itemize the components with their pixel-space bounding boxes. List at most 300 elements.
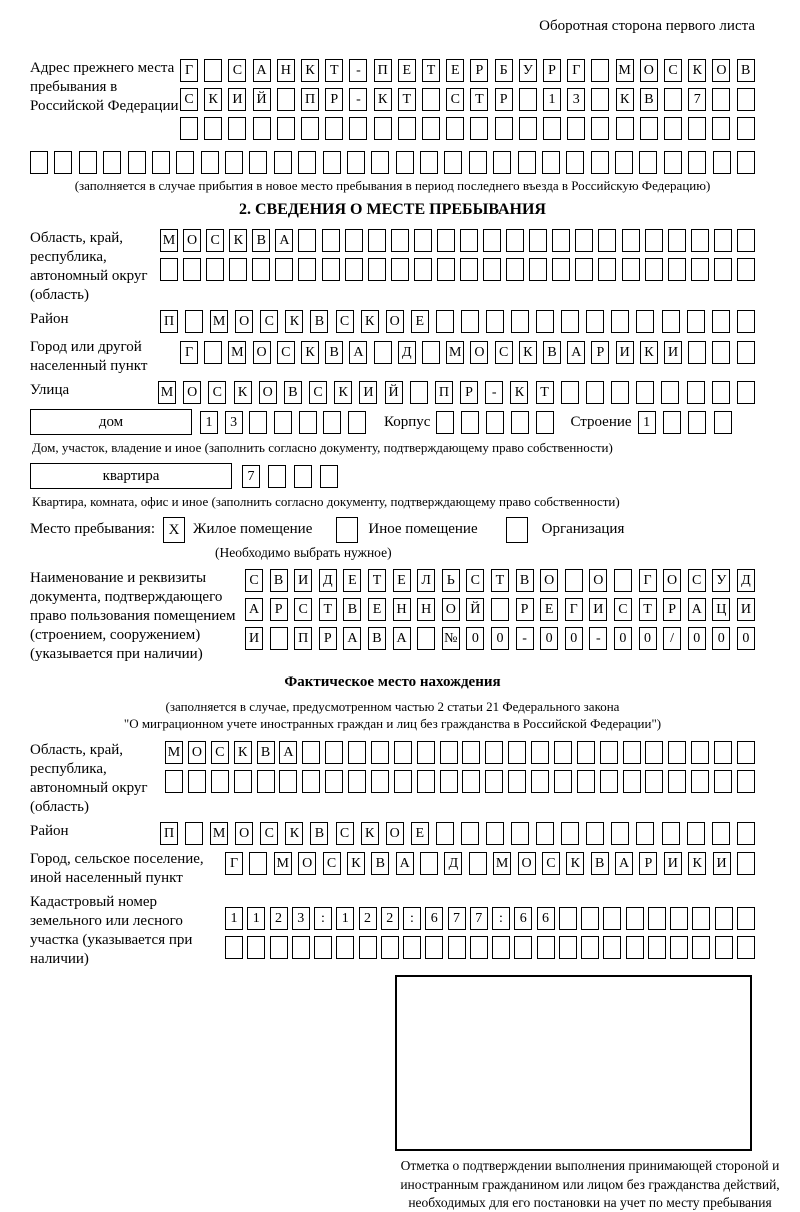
- char-box[interactable]: [737, 117, 755, 140]
- char-box[interactable]: К: [285, 310, 303, 333]
- char-box[interactable]: А: [245, 598, 263, 621]
- char-box[interactable]: [483, 229, 501, 252]
- char-box[interactable]: [410, 381, 428, 404]
- char-box[interactable]: Н: [393, 598, 411, 621]
- char-box[interactable]: 0: [565, 627, 583, 650]
- char-box[interactable]: [714, 229, 732, 252]
- char-box[interactable]: К: [374, 88, 392, 111]
- char-box[interactable]: [371, 770, 389, 793]
- char-box[interactable]: [567, 117, 585, 140]
- char-box[interactable]: [417, 627, 435, 650]
- char-box[interactable]: Р: [470, 59, 488, 82]
- char-box[interactable]: [712, 822, 730, 845]
- char-box[interactable]: И: [737, 598, 755, 621]
- char-box[interactable]: [294, 465, 312, 488]
- char-box[interactable]: [417, 741, 435, 764]
- char-box[interactable]: [204, 59, 222, 82]
- char-box[interactable]: [253, 117, 271, 140]
- char-box[interactable]: [591, 59, 609, 82]
- char-box[interactable]: [626, 907, 644, 930]
- char-box[interactable]: [229, 258, 247, 281]
- char-box[interactable]: [491, 598, 509, 621]
- char-box[interactable]: [662, 822, 680, 845]
- char-box[interactable]: В: [543, 341, 561, 364]
- char-box[interactable]: [529, 258, 547, 281]
- char-box[interactable]: -: [485, 381, 503, 404]
- char-box[interactable]: С: [466, 569, 484, 592]
- char-box[interactable]: 1: [336, 907, 354, 930]
- char-box[interactable]: 0: [639, 627, 657, 650]
- char-box[interactable]: Д: [319, 569, 337, 592]
- char-box[interactable]: [712, 117, 730, 140]
- char-box[interactable]: [436, 310, 454, 333]
- char-box[interactable]: [274, 411, 292, 434]
- char-box[interactable]: С: [688, 569, 706, 592]
- char-box[interactable]: [322, 229, 340, 252]
- char-box[interactable]: [345, 229, 363, 252]
- char-box[interactable]: 7: [448, 907, 466, 930]
- char-box[interactable]: [347, 151, 365, 174]
- char-box[interactable]: [492, 936, 510, 959]
- char-box[interactable]: [737, 88, 755, 111]
- char-box[interactable]: [437, 258, 455, 281]
- char-box[interactable]: [691, 741, 709, 764]
- char-box[interactable]: 3: [225, 411, 243, 434]
- char-box[interactable]: [371, 741, 389, 764]
- char-box[interactable]: [687, 381, 705, 404]
- char-box[interactable]: В: [640, 88, 658, 111]
- char-box[interactable]: С: [208, 381, 226, 404]
- char-box[interactable]: [611, 310, 629, 333]
- char-box[interactable]: Й: [466, 598, 484, 621]
- char-box[interactable]: 1: [638, 411, 656, 434]
- char-box[interactable]: [461, 310, 479, 333]
- char-box[interactable]: Е: [446, 59, 464, 82]
- char-box[interactable]: 1: [543, 88, 561, 111]
- char-box[interactable]: [648, 936, 666, 959]
- char-box[interactable]: Т: [325, 59, 343, 82]
- char-box[interactable]: 0: [688, 627, 706, 650]
- char-box[interactable]: [422, 88, 440, 111]
- char-box[interactable]: О: [386, 310, 404, 333]
- char-box[interactable]: :: [492, 907, 510, 930]
- char-box[interactable]: [493, 151, 511, 174]
- char-box[interactable]: И: [664, 852, 682, 875]
- char-box[interactable]: [670, 907, 688, 930]
- char-box[interactable]: [228, 117, 246, 140]
- char-box[interactable]: [737, 310, 755, 333]
- char-box[interactable]: [325, 117, 343, 140]
- char-box[interactable]: [645, 229, 663, 252]
- char-box[interactable]: И: [294, 569, 312, 592]
- char-box[interactable]: [268, 465, 286, 488]
- char-box[interactable]: [536, 822, 554, 845]
- char-box[interactable]: [204, 341, 222, 364]
- char-box[interactable]: [714, 770, 732, 793]
- char-box[interactable]: [712, 310, 730, 333]
- char-box[interactable]: С: [228, 59, 246, 82]
- char-box[interactable]: [225, 936, 243, 959]
- char-box[interactable]: [575, 258, 593, 281]
- char-box[interactable]: [211, 770, 229, 793]
- char-box[interactable]: -: [516, 627, 534, 650]
- char-box[interactable]: Р: [591, 341, 609, 364]
- char-box[interactable]: [668, 770, 686, 793]
- char-box[interactable]: [381, 936, 399, 959]
- checkbox-organization[interactable]: [506, 517, 528, 543]
- char-box[interactable]: /: [663, 627, 681, 650]
- char-box[interactable]: [622, 229, 640, 252]
- char-box[interactable]: [160, 258, 178, 281]
- char-box[interactable]: Г: [565, 598, 583, 621]
- char-box[interactable]: О: [640, 59, 658, 82]
- char-box[interactable]: 1: [200, 411, 218, 434]
- char-box[interactable]: [422, 117, 440, 140]
- char-box[interactable]: К: [334, 381, 352, 404]
- char-box[interactable]: [54, 151, 72, 174]
- apartment-type-field[interactable]: квартира: [30, 463, 232, 489]
- char-box[interactable]: [737, 258, 755, 281]
- char-box[interactable]: [274, 151, 292, 174]
- char-box[interactable]: [715, 936, 733, 959]
- char-box[interactable]: [183, 258, 201, 281]
- char-box[interactable]: Й: [385, 381, 403, 404]
- char-box[interactable]: [249, 411, 267, 434]
- char-box[interactable]: [687, 822, 705, 845]
- char-box[interactable]: 3: [567, 88, 585, 111]
- char-box[interactable]: [206, 258, 224, 281]
- char-box[interactable]: И: [589, 598, 607, 621]
- char-box[interactable]: Т: [470, 88, 488, 111]
- char-box[interactable]: [270, 627, 288, 650]
- char-box[interactable]: [234, 770, 252, 793]
- char-box[interactable]: А: [396, 852, 414, 875]
- char-box[interactable]: О: [540, 569, 558, 592]
- char-box[interactable]: О: [298, 852, 316, 875]
- char-box[interactable]: Т: [398, 88, 416, 111]
- char-box[interactable]: [712, 381, 730, 404]
- char-box[interactable]: 6: [514, 907, 532, 930]
- char-box[interactable]: А: [688, 598, 706, 621]
- char-box[interactable]: 0: [466, 627, 484, 650]
- char-box[interactable]: [598, 258, 616, 281]
- char-box[interactable]: И: [664, 341, 682, 364]
- char-box[interactable]: [374, 341, 392, 364]
- char-box[interactable]: Г: [225, 852, 243, 875]
- char-box[interactable]: 3: [292, 907, 310, 930]
- char-box[interactable]: [648, 907, 666, 930]
- char-box[interactable]: [299, 411, 317, 434]
- char-box[interactable]: [591, 117, 609, 140]
- checkbox-residential[interactable]: X: [163, 517, 185, 543]
- char-box[interactable]: А: [393, 627, 411, 650]
- char-box[interactable]: П: [160, 822, 178, 845]
- char-box[interactable]: [204, 117, 222, 140]
- char-box[interactable]: [565, 569, 583, 592]
- char-box[interactable]: Г: [180, 341, 198, 364]
- char-box[interactable]: Е: [343, 569, 361, 592]
- char-box[interactable]: [737, 229, 755, 252]
- char-box[interactable]: Ь: [442, 569, 460, 592]
- char-box[interactable]: [542, 151, 560, 174]
- char-box[interactable]: [469, 852, 487, 875]
- char-box[interactable]: [391, 258, 409, 281]
- char-box[interactable]: О: [589, 569, 607, 592]
- char-box[interactable]: [374, 117, 392, 140]
- char-box[interactable]: [603, 907, 621, 930]
- char-box[interactable]: -: [349, 88, 367, 111]
- char-box[interactable]: [615, 151, 633, 174]
- char-box[interactable]: [552, 229, 570, 252]
- char-box[interactable]: [298, 258, 316, 281]
- house-type-field[interactable]: дом: [30, 409, 192, 435]
- char-box[interactable]: [663, 411, 681, 434]
- char-box[interactable]: В: [325, 341, 343, 364]
- char-box[interactable]: [664, 151, 682, 174]
- char-box[interactable]: [714, 411, 732, 434]
- char-box[interactable]: Е: [411, 822, 429, 845]
- char-box[interactable]: [394, 770, 412, 793]
- char-box[interactable]: К: [234, 381, 252, 404]
- char-box[interactable]: [566, 151, 584, 174]
- char-box[interactable]: [486, 822, 504, 845]
- char-box[interactable]: [543, 117, 561, 140]
- char-box[interactable]: [495, 117, 513, 140]
- char-box[interactable]: [692, 936, 710, 959]
- char-box[interactable]: [586, 822, 604, 845]
- char-box[interactable]: [600, 741, 618, 764]
- char-box[interactable]: [508, 741, 526, 764]
- char-box[interactable]: Т: [491, 569, 509, 592]
- char-box[interactable]: [448, 936, 466, 959]
- char-box[interactable]: М: [446, 341, 464, 364]
- char-box[interactable]: А: [567, 341, 585, 364]
- char-box[interactable]: Т: [319, 598, 337, 621]
- char-box[interactable]: [737, 852, 755, 875]
- char-box[interactable]: Г: [639, 569, 657, 592]
- char-box[interactable]: О: [712, 59, 730, 82]
- char-box[interactable]: [176, 151, 194, 174]
- char-box[interactable]: А: [275, 229, 293, 252]
- char-box[interactable]: №: [442, 627, 460, 650]
- char-box[interactable]: [737, 341, 755, 364]
- char-box[interactable]: [737, 741, 755, 764]
- char-box[interactable]: [559, 936, 577, 959]
- char-box[interactable]: К: [566, 852, 584, 875]
- char-box[interactable]: [185, 822, 203, 845]
- char-box[interactable]: [577, 770, 595, 793]
- char-box[interactable]: Р: [319, 627, 337, 650]
- char-box[interactable]: С: [336, 310, 354, 333]
- char-box[interactable]: [691, 229, 709, 252]
- char-box[interactable]: В: [257, 741, 275, 764]
- char-box[interactable]: [664, 88, 682, 111]
- char-box[interactable]: С: [277, 341, 295, 364]
- char-box[interactable]: К: [361, 310, 379, 333]
- char-box[interactable]: [417, 770, 435, 793]
- char-box[interactable]: О: [442, 598, 460, 621]
- char-box[interactable]: [486, 411, 504, 434]
- char-box[interactable]: [616, 117, 634, 140]
- checkbox-other-premises[interactable]: [336, 517, 358, 543]
- char-box[interactable]: О: [188, 741, 206, 764]
- char-box[interactable]: [518, 151, 536, 174]
- char-box[interactable]: [531, 741, 549, 764]
- char-box[interactable]: [368, 229, 386, 252]
- char-box[interactable]: [436, 822, 454, 845]
- char-box[interactable]: А: [615, 852, 633, 875]
- char-box[interactable]: Р: [460, 381, 478, 404]
- char-box[interactable]: [626, 936, 644, 959]
- char-box[interactable]: В: [368, 627, 386, 650]
- char-box[interactable]: К: [301, 341, 319, 364]
- char-box[interactable]: М: [228, 341, 246, 364]
- char-box[interactable]: 0: [712, 627, 730, 650]
- char-box[interactable]: А: [279, 741, 297, 764]
- char-box[interactable]: [511, 822, 529, 845]
- char-box[interactable]: [249, 852, 267, 875]
- char-box[interactable]: [506, 229, 524, 252]
- char-box[interactable]: [661, 381, 679, 404]
- char-box[interactable]: [394, 741, 412, 764]
- char-box[interactable]: [598, 229, 616, 252]
- char-box[interactable]: В: [371, 852, 389, 875]
- char-box[interactable]: [600, 770, 618, 793]
- char-box[interactable]: [575, 229, 593, 252]
- char-box[interactable]: В: [591, 852, 609, 875]
- char-box[interactable]: [325, 770, 343, 793]
- char-box[interactable]: В: [270, 569, 288, 592]
- char-box[interactable]: П: [160, 310, 178, 333]
- char-box[interactable]: О: [663, 569, 681, 592]
- char-box[interactable]: [314, 936, 332, 959]
- char-box[interactable]: [437, 229, 455, 252]
- char-box[interactable]: [712, 341, 730, 364]
- char-box[interactable]: М: [493, 852, 511, 875]
- char-box[interactable]: 2: [270, 907, 288, 930]
- char-box[interactable]: [586, 310, 604, 333]
- char-box[interactable]: [348, 741, 366, 764]
- char-box[interactable]: П: [374, 59, 392, 82]
- char-box[interactable]: [577, 741, 595, 764]
- char-box[interactable]: С: [245, 569, 263, 592]
- char-box[interactable]: [712, 88, 730, 111]
- char-box[interactable]: В: [737, 59, 755, 82]
- char-box[interactable]: [185, 310, 203, 333]
- char-box[interactable]: [581, 936, 599, 959]
- char-box[interactable]: [249, 151, 267, 174]
- char-box[interactable]: [715, 907, 733, 930]
- char-box[interactable]: Ц: [712, 598, 730, 621]
- char-box[interactable]: [529, 229, 547, 252]
- char-box[interactable]: Р: [663, 598, 681, 621]
- char-box[interactable]: [462, 770, 480, 793]
- char-box[interactable]: [277, 117, 295, 140]
- char-box[interactable]: [531, 770, 549, 793]
- char-box[interactable]: В: [284, 381, 302, 404]
- char-box[interactable]: С: [336, 822, 354, 845]
- char-box[interactable]: [639, 151, 657, 174]
- char-box[interactable]: [180, 117, 198, 140]
- char-box[interactable]: [30, 151, 48, 174]
- char-box[interactable]: П: [435, 381, 453, 404]
- char-box[interactable]: 6: [425, 907, 443, 930]
- char-box[interactable]: С: [309, 381, 327, 404]
- char-box[interactable]: [603, 936, 621, 959]
- char-box[interactable]: [414, 258, 432, 281]
- char-box[interactable]: [279, 770, 297, 793]
- char-box[interactable]: [420, 852, 438, 875]
- char-box[interactable]: Д: [737, 569, 755, 592]
- char-box[interactable]: И: [616, 341, 634, 364]
- char-box[interactable]: К: [640, 341, 658, 364]
- char-box[interactable]: 0: [491, 627, 509, 650]
- char-box[interactable]: Й: [253, 88, 271, 111]
- char-box[interactable]: [737, 907, 755, 930]
- char-box[interactable]: [737, 151, 755, 174]
- char-box[interactable]: [622, 258, 640, 281]
- char-box[interactable]: [165, 770, 183, 793]
- char-box[interactable]: Т: [368, 569, 386, 592]
- char-box[interactable]: [252, 258, 270, 281]
- char-box[interactable]: [688, 341, 706, 364]
- char-box[interactable]: К: [234, 741, 252, 764]
- char-box[interactable]: Р: [270, 598, 288, 621]
- char-box[interactable]: М: [158, 381, 176, 404]
- char-box[interactable]: К: [301, 59, 319, 82]
- char-box[interactable]: [270, 936, 288, 959]
- char-box[interactable]: О: [183, 229, 201, 252]
- char-box[interactable]: [322, 258, 340, 281]
- char-box[interactable]: [460, 258, 478, 281]
- char-box[interactable]: [440, 741, 458, 764]
- char-box[interactable]: [536, 411, 554, 434]
- char-box[interactable]: [737, 770, 755, 793]
- char-box[interactable]: 0: [737, 627, 755, 650]
- char-box[interactable]: Е: [398, 59, 416, 82]
- char-box[interactable]: Е: [368, 598, 386, 621]
- char-box[interactable]: [79, 151, 97, 174]
- char-box[interactable]: И: [245, 627, 263, 650]
- char-box[interactable]: [462, 741, 480, 764]
- char-box[interactable]: [201, 151, 219, 174]
- char-box[interactable]: К: [519, 341, 537, 364]
- char-box[interactable]: [188, 770, 206, 793]
- char-box[interactable]: С: [211, 741, 229, 764]
- char-box[interactable]: [714, 741, 732, 764]
- char-box[interactable]: [336, 936, 354, 959]
- char-box[interactable]: [668, 229, 686, 252]
- char-box[interactable]: :: [403, 907, 421, 930]
- char-box[interactable]: В: [252, 229, 270, 252]
- char-box[interactable]: [591, 151, 609, 174]
- char-box[interactable]: 2: [381, 907, 399, 930]
- char-box[interactable]: К: [229, 229, 247, 252]
- char-box[interactable]: [348, 770, 366, 793]
- char-box[interactable]: [128, 151, 146, 174]
- char-box[interactable]: [511, 411, 529, 434]
- char-box[interactable]: [359, 936, 377, 959]
- char-box[interactable]: [670, 936, 688, 959]
- char-box[interactable]: [561, 822, 579, 845]
- char-box[interactable]: О: [518, 852, 536, 875]
- char-box[interactable]: Р: [516, 598, 534, 621]
- char-box[interactable]: [277, 88, 295, 111]
- char-box[interactable]: [586, 381, 604, 404]
- char-box[interactable]: К: [688, 852, 706, 875]
- char-box[interactable]: [485, 770, 503, 793]
- char-box[interactable]: [645, 770, 663, 793]
